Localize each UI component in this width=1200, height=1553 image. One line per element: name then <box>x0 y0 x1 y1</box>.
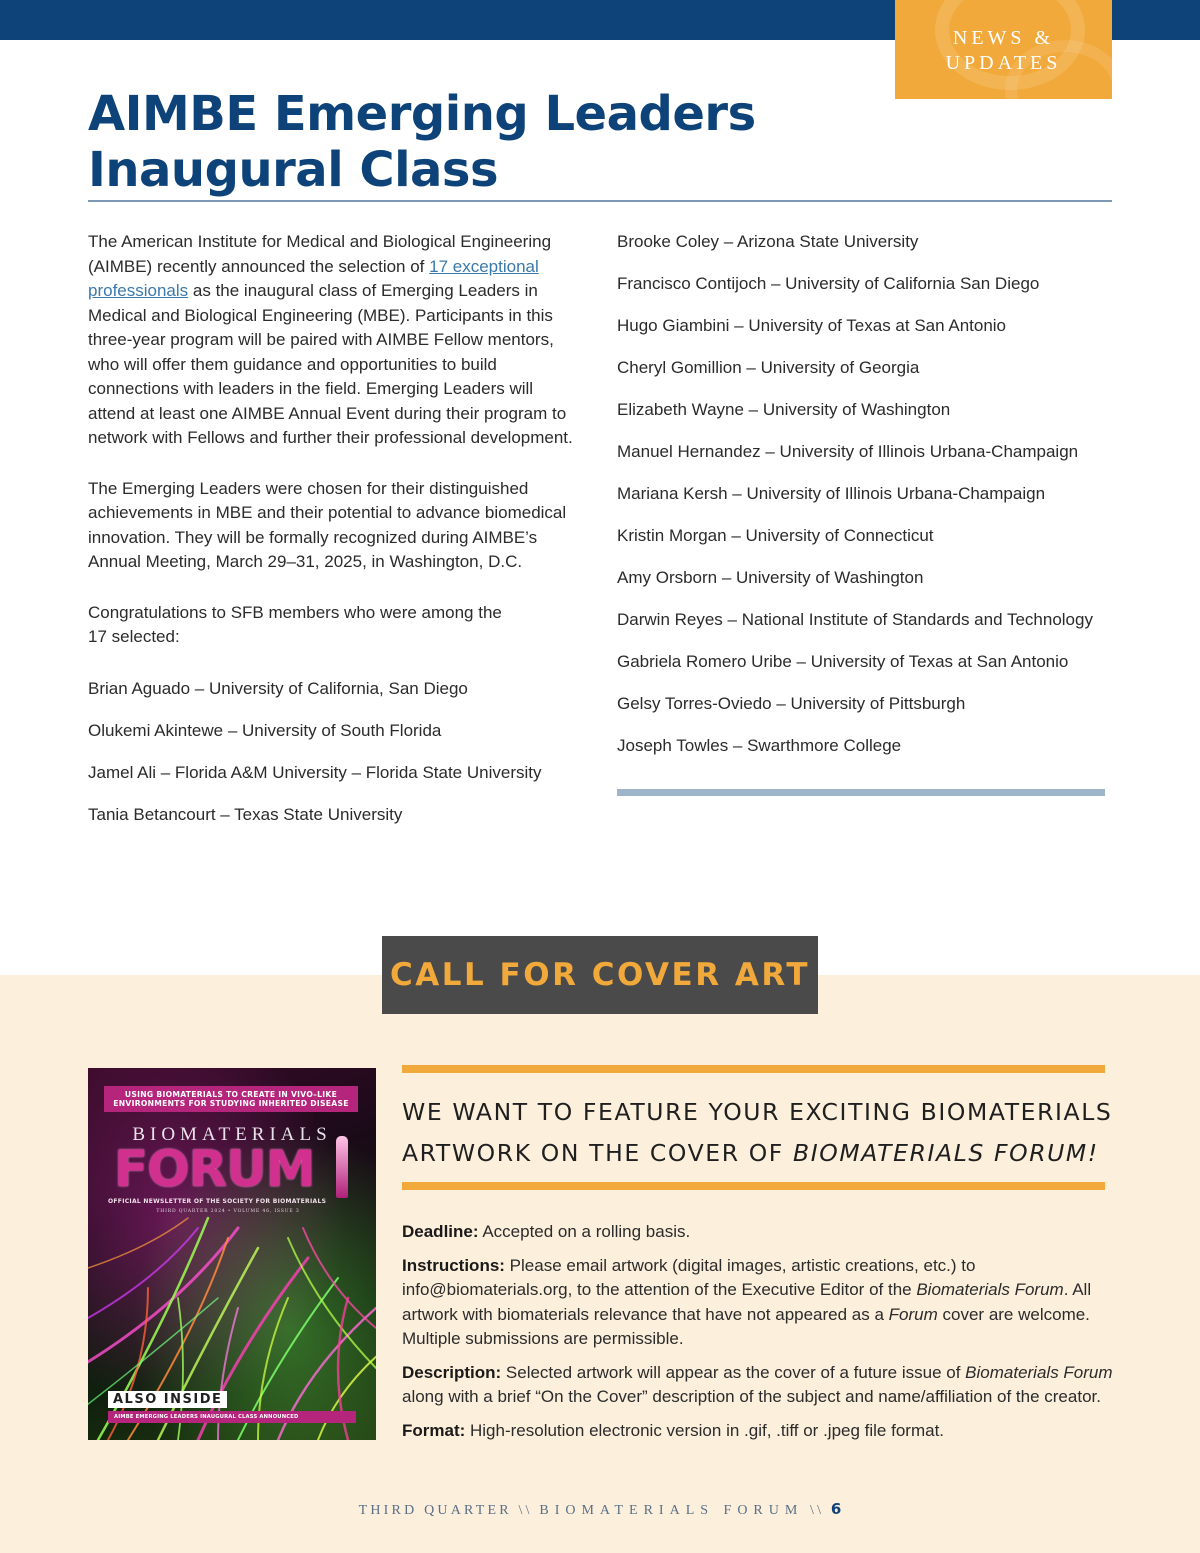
format-label: Format: <box>402 1420 466 1440</box>
cover-banner-line-2: ENVIRONMENTS FOR STUDYING INHERITED DISEASE <box>113 1099 349 1108</box>
list-item: Jamel Ali – Florida A&M University – Florida State University <box>88 763 542 782</box>
page-number: 6 <box>830 1500 842 1518</box>
instructions-text-3: cover are welcome. Multiple submissions are permissible. <box>402 1304 1090 1348</box>
forum-cover-image <box>88 1068 376 1440</box>
format-paragraph <box>402 1419 1122 1444</box>
list-item: Gabriela Romero Uribe – University of Texas at San Antonio <box>617 652 1069 671</box>
description-publication: Biomaterials Forum <box>965 1362 1113 1382</box>
list-item: Gelsy Torres-Oviedo – University of Pittsburgh <box>617 694 966 713</box>
intro-paragraph-1 <box>88 230 583 451</box>
list-item: Manuel Hernandez – University of Illinois Urbana-Champaign <box>617 442 1079 461</box>
deadline-label: Deadline: <box>402 1222 479 1241</box>
instructions-text-2: . All artwork with biomaterials relevance that have not appeared as a <box>402 1280 1092 1324</box>
list-item: Francisco Contijoch – University of California San Diego <box>617 274 1040 293</box>
cover-banner <box>104 1086 358 1112</box>
description-text-2: along with a brief “On the Cover” description of the subject and name/affiliation of the creator. <box>402 1387 1101 1406</box>
footer-separator: \\ <box>803 1503 831 1518</box>
article-title <box>88 86 888 198</box>
feature-headline <box>402 1092 1122 1174</box>
feature-headline-line-1: WE WANT TO FEATURE YOUR EXCITING BIOMATERIALS <box>402 1098 1113 1126</box>
article-title-line-1: AIMBE Emerging Leaders <box>88 86 756 142</box>
intro-p1-start: The American Institute for Medical and Biological Engineering (AIMBE) recently announced the selection of <box>88 232 552 276</box>
deadline-text: Accepted on a rolling basis. <box>478 1222 691 1241</box>
description-label: Description: <box>402 1362 502 1382</box>
instructions-label: Instructions: <box>402 1255 505 1275</box>
submission-details <box>402 1220 1122 1452</box>
feature-headline-line-2: ARTWORK ON THE COVER OF <box>402 1139 793 1167</box>
intro-paragraph-3 <box>88 601 583 650</box>
list-item: Cheryl Gomillion – University of Georgia <box>617 358 920 377</box>
page-footer <box>0 1500 1200 1519</box>
cover-banner-line-1: USING BIOMATERIALS TO CREATE IN VIVO–LIKE <box>124 1090 338 1099</box>
list-end-divider <box>617 789 1105 796</box>
instructions-publication: Biomaterials Forum <box>916 1280 1064 1299</box>
list-item: Kristin Morgan – University of Connecticut <box>617 526 934 545</box>
intro-paragraph-2: The Emerging Leaders were chosen for their distinguished achievements in MBE and their potential to advance biomedical innovation. They will be formally recognized during AIMBE’s Annual Meeting, March 29–31, 2025, in Washington, D.C. <box>88 478 567 571</box>
instructions-forum: Forum <box>888 1304 938 1324</box>
intro-p3-line-2: 17 selected: <box>88 627 180 646</box>
member-list-left <box>88 677 588 845</box>
description-text: Selected artwork will appear as the cover of a future issue of <box>501 1362 966 1382</box>
list-item: Brian Aguado – University of California, San Diego <box>88 679 468 698</box>
cover-art-heading-box <box>382 936 818 1014</box>
feature-top-rule <box>402 1065 1105 1073</box>
article-intro <box>88 230 583 676</box>
section-tab <box>895 0 1112 99</box>
cover-also-inside-sub: AIMBE EMERGING LEADERS INAUGURAL CLASS ANNOUNCED <box>108 1411 356 1423</box>
list-item: Amy Orsborn – University of Washington <box>617 568 924 587</box>
list-item: Brooke Coley – Arizona State University <box>617 232 919 251</box>
cover-subtitle: OFFICIAL NEWSLETTER OF THE SOCIETY FOR BIOMATERIALS <box>108 1198 327 1205</box>
exceptional-professionals-link[interactable]: 17 exceptional professionals <box>88 256 539 300</box>
feature-headline-publication: BIOMATERIALS FORUM! <box>792 1139 1099 1167</box>
footer-issue: THIRD QUARTER \\ <box>358 1503 540 1518</box>
format-text: High-resolution electronic version in .gif, .tiff or .jpeg file format. <box>465 1420 945 1440</box>
cover-art-heading: CALL FOR COVER ART <box>390 957 810 993</box>
instructions-text: Please email artwork (digital images, artistic creations, etc.) to info@biomaterials.org, to the attention of the Executive Editor of the <box>402 1255 976 1299</box>
section-tab-line-1: NEWS & <box>952 27 1055 49</box>
cover-issue: THIRD QUARTER 2024 • VOLUME 46, ISSUE 3 <box>156 1209 300 1214</box>
cover-masthead-main: FORUM <box>114 1140 315 1198</box>
footer-publication: BIOMATERIALS FORUM <box>539 1503 804 1518</box>
description-paragraph <box>402 1361 1122 1410</box>
deadline-paragraph <box>402 1220 1122 1245</box>
feature-bottom-rule <box>402 1182 1105 1190</box>
intro-p3-line-1: Congratulations to SFB members who were among the <box>88 602 502 622</box>
list-item: Darwin Reyes – National Institute of Standards and Technology <box>617 610 1093 629</box>
instructions-paragraph <box>402 1254 1122 1352</box>
cover-also-inside: ALSO INSIDE <box>108 1391 227 1408</box>
torch-icon <box>336 1136 348 1198</box>
list-item: Olukemi Akintewe – University of South Florida <box>88 721 442 740</box>
member-list-right <box>617 230 1117 776</box>
cover-masthead-top: BIOMATERIALS <box>132 1124 332 1145</box>
list-item: Elizabeth Wayne – University of Washington <box>617 400 951 419</box>
article-title-line-2: Inaugural Class <box>88 142 499 198</box>
list-item: Joseph Towles – Swarthmore College <box>617 736 902 755</box>
title-divider <box>88 200 1112 202</box>
list-item: Tania Betancourt – Texas State University <box>88 805 403 824</box>
section-tab-line-2: UPDATES <box>945 52 1062 74</box>
list-item: Mariana Kersh – University of Illinois Urbana-Champaign <box>617 484 1046 503</box>
list-item: Hugo Giambini – University of Texas at San Antonio <box>617 316 1007 335</box>
intro-p1-end: as the inaugural class of Emerging Leaders in Medical and Biological Engineering (MBE). Participants in this three-year program will be paired with AIMBE Fellow mentors, who will offer them guidance and opportunities to build connections with leaders in the field. Emerging Leaders will attend at least one AIMBE Annual Event during their program to network with Fellows and further their professional development. <box>88 281 573 447</box>
